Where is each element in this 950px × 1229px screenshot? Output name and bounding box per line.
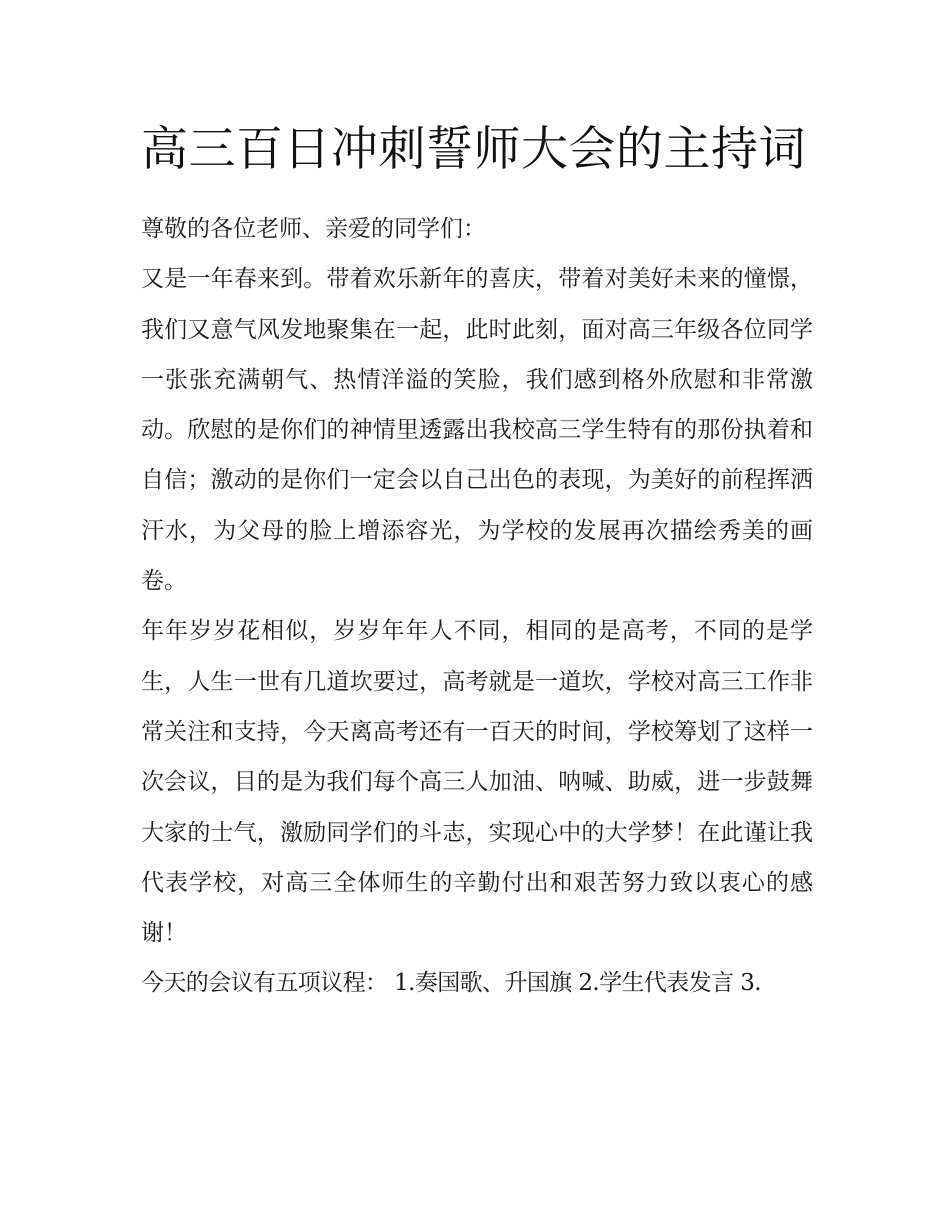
document-body: [141, 112, 813, 1009]
paragraph-opening: 又是一年春来到。带着欢乐新年的喜庆，带着对美好未来的憧憬，我们又意气风发地聚集在一起，此时此刻，面对高三年级各位同学一张张充满朝气、热情洋溢的笑脸，我们感到格外欣慰和非常激动。欣慰的是你们的神情里透露出我校高三学生特有的那份执着和自信；激动的是你们一定会以自己出色的表现，为美好的前程挥洒汗水，为父母的脸上增添容光，为学校的发展再次描绘秀美的画卷。: [141, 266, 813, 595]
salutation: 尊敬的各位老师、亲爱的同学们：: [141, 216, 486, 242]
paragraph-purpose: 年年岁岁花相似，岁岁年年人不同，相同的是高考，不同的是学生，人生一世有几道坎要过，高考就是一道坎，学校对高三工作非常关注和支持，今天离高考还有一百天的时间，学校筹划了这样一次会议，目的是为我们每个高三人加油、呐喊、助威，进一步鼓舞大家的士气，激励同学们的斗志，实现心中的大学梦！在此谨让我代表学校，对高三全体师生的辛勤付出和艰苦努力致以衷心的感谢！: [141, 618, 813, 947]
document-title: 高三百日冲刺誓师大会的主持词: [141, 122, 806, 177]
agenda-line: 今天的会议有五项议程： 1.奏国歌、升国旗 2.学生代表发言 3.: [141, 970, 761, 997]
